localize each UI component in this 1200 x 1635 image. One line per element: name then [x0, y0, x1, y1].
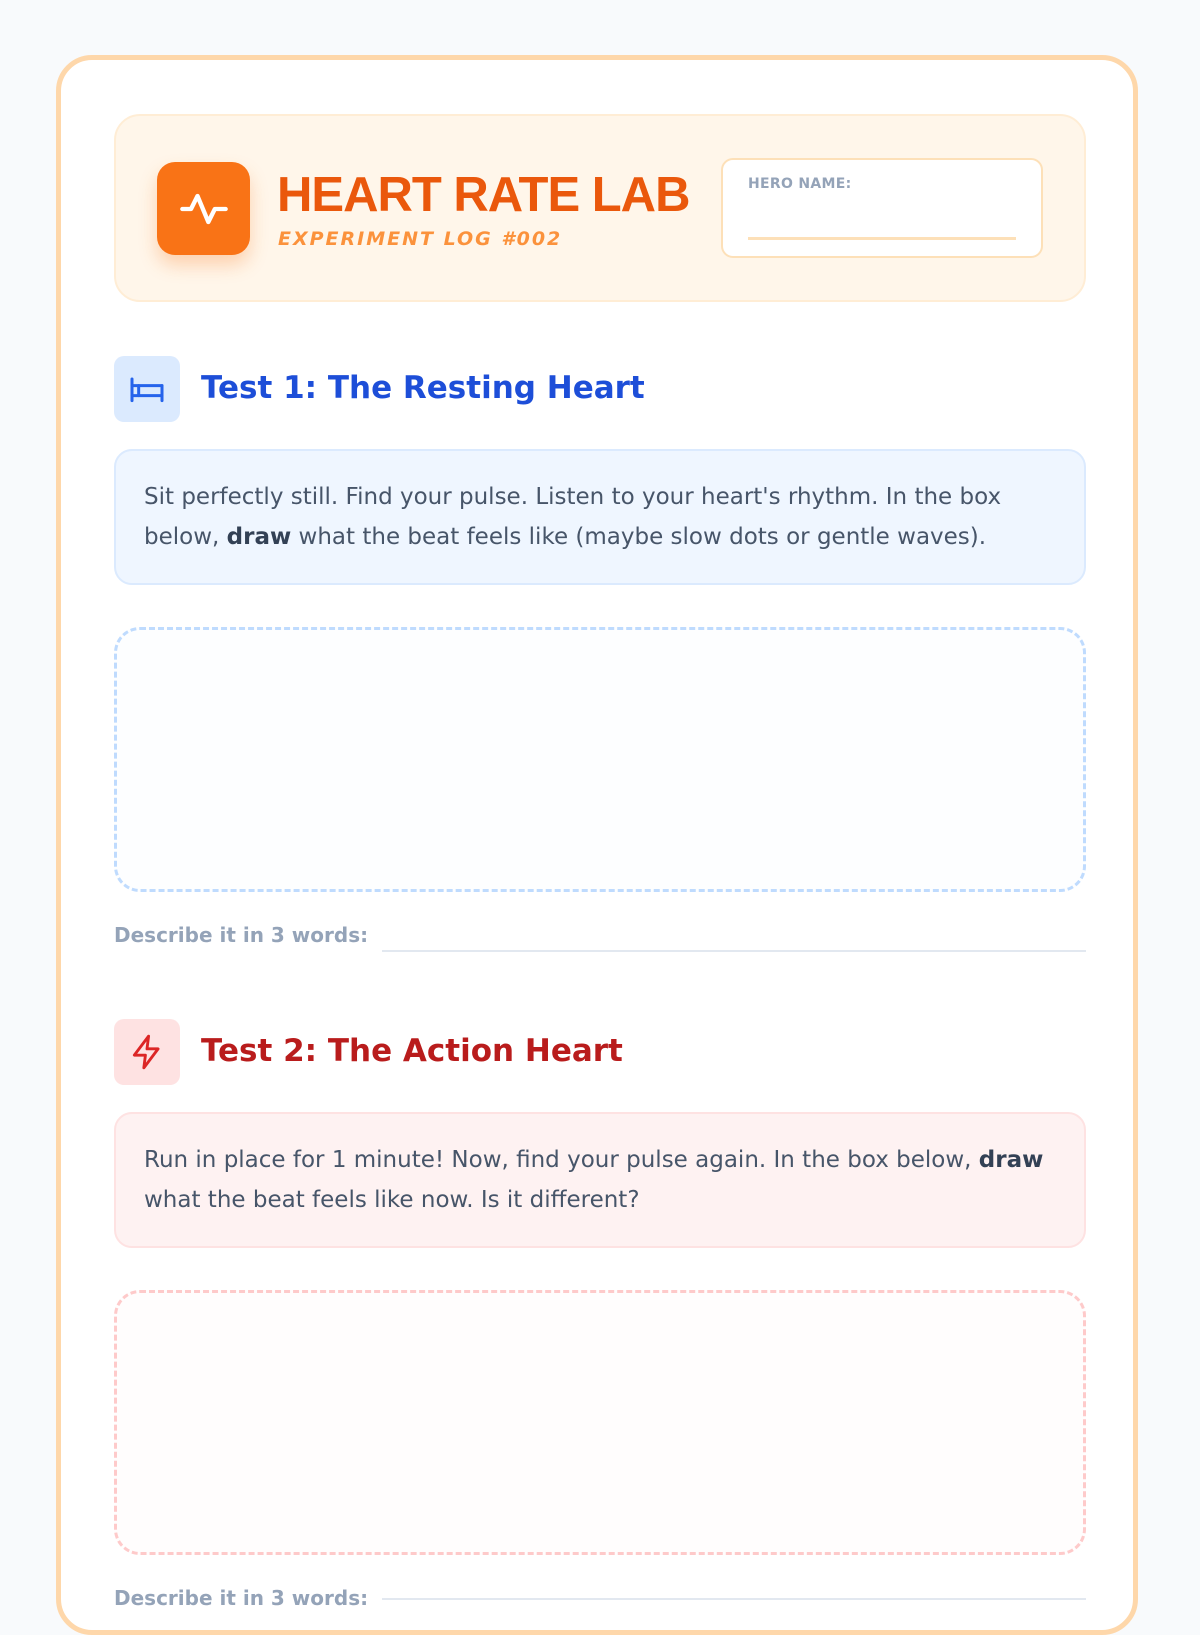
test1-icon-badge — [114, 356, 180, 422]
page-subtitle: EXPERIMENT LOG #002 — [278, 228, 563, 250]
test2-icon-badge — [114, 1019, 180, 1085]
pulse-icon — [178, 183, 230, 235]
test1-instructions-text-end: what the beat feels like (maybe slow dots or gentle waves). — [291, 524, 987, 550]
test1-instructions — [114, 449, 1086, 585]
lightning-icon — [128, 1033, 166, 1071]
test2-describe-label: Describe it in 3 words: — [114, 1586, 369, 1610]
test1-describe-input[interactable] — [382, 922, 1086, 952]
test1-title: Test 1: The Resting Heart — [201, 370, 645, 406]
test1-drawing-area[interactable] — [114, 627, 1086, 892]
test2-instructions-text-end: what the beat feels like now. Is it different? — [144, 1187, 640, 1213]
test2-instructions-text: Run in place for 1 minute! Now, find your pulse again. In the box below, — [144, 1147, 979, 1173]
bed-icon — [127, 369, 167, 409]
test1-instructions-text: Sit perfectly still. Find your pulse. Listen to your heart's rhythm. In the box below, — [144, 484, 1002, 550]
logo-badge — [157, 162, 250, 255]
hero-name-input[interactable] — [748, 200, 1016, 240]
hero-name-label: HERO NAME: — [748, 176, 852, 192]
test2-describe-input[interactable] — [382, 1582, 1086, 1600]
test2-instructions-bold: draw — [978, 1147, 1044, 1173]
test1-instructions-bold: draw — [226, 524, 292, 550]
test2-title: Test 2: The Action Heart — [201, 1033, 623, 1069]
test2-drawing-area[interactable] — [114, 1290, 1086, 1555]
test2-instructions — [114, 1112, 1086, 1248]
page-title: HEART RATE LAB — [277, 168, 690, 222]
test1-describe-label: Describe it in 3 words: — [114, 923, 369, 947]
